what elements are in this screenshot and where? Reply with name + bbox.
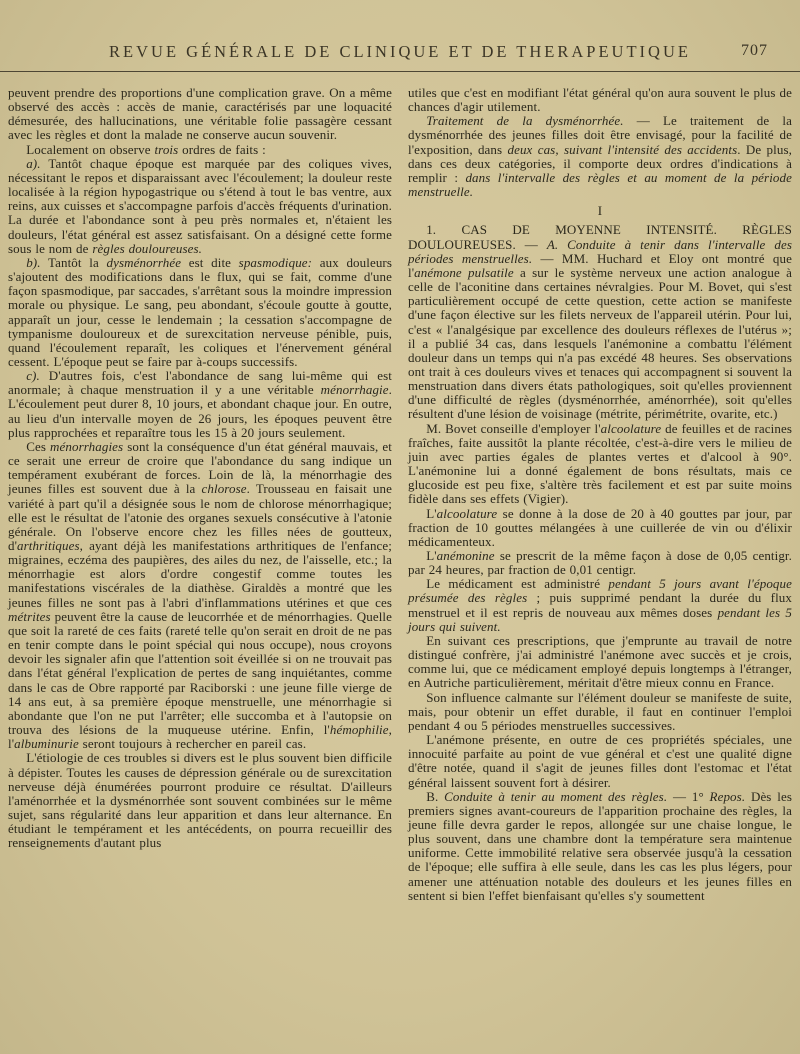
paragraph: L'anémone présente, en outre de ces propriétés spéciales, une innocuité parfaite au point de vue général et c'est une qualité digne d'être notée, quand il s'agit de jeunes filles dont l'estomac et l'état général laissent souvent fort à désirer.	[408, 732, 792, 790]
paragraph: Localement on observe trois ordres de faits :	[26, 141, 266, 157]
journal-title: REVUE GÉNÉRALE DE CLINIQUE ET DE THERAPEUTIQUE	[109, 42, 691, 61]
paragraph: utiles que c'est en modifiant l'état général qu'on aura souvent le plus de chances d'agir utilement.	[408, 85, 792, 115]
paragraph: M. Bovet conseille d'employer l'alcoolature de feuilles et de racines fraîches, faite aussitôt la plante récoltée, c'est-à-dire vers le milieu de juin avec parties égales de plantes vertes et d'alcool à 90°. L'anémonine lui a donné également de bons résultats, mais ce glucoside est peu fixe, s'altère très facilement et est par suite moins fidèle dans ses effets (Vigier).	[408, 420, 792, 507]
paragraph: En suivant ces prescriptions, que j'emprunte au travail de notre distingué confrère, j'ai administré l'anémone avec succès et je crois, comme lui, que ce médicament employé depuis longtemps à l'étranger, en Autriche particulièrement, méritait d'être mieux connu en France.	[408, 632, 792, 691]
header-rule	[0, 71, 800, 72]
column-right	[408, 86, 792, 1040]
paragraph: L'étiologie de ces troubles si divers est le plus souvent bien difficile à dépister. Toutes les causes de dépression générale ou de surexcitation nerveuse déjà énumérées pourront produire ce résultat. D'ailleurs l'aménorrhée et la dysménorrhée sont souvent combinées sur le même sujet, sans régularité dans leur apparition et dans leur alternance. En étudiant le tempérament et les antécédents, on pourra recueillir des renseignements d'autant plus	[8, 750, 392, 851]
paragraph: B. Conduite à tenir au moment des règles. — 1° Repos. Dès les premiers signes avant-coureurs de l'apparition prochaine des règles, la jeune fille devra garder le repos, allongée sur une chaise longue, le plus souvent, dans une chambre dont la température sera maintenue uniforme. Cette immobilité relative sera observée jusqu'à la cessation de l'époque; elle suffira à elle seule, dans les cas les plus légers, pour amener une atténuation notable des douleurs et les jeunes filles en sentent si bien l'effet bienfaisant qu'elles s'y soumettent	[408, 788, 792, 903]
paragraph: b). Tantôt la dysménorrhée est dite spasmodique: aux douleurs s'ajoutent des modifications dans le flux, qui se fait, comme d'une façon spasmodique, par saccades, s'arrêtant sous la moindre impression morale ou physique. Le sang, peu abondant, s'écoule goutte à goutte, apparaît un jour, cesse le lendemain ; la cessation s'accompagne de tympanisme douloureux et de surexcitation nerveuse pénible, puis, quand l'écoulement reparaît, les coliques et l'énervement général cessent. L'époque peut se faire par à-coups successifs.	[8, 254, 393, 369]
paragraph: a). Tantôt chaque époque est marquée par des coliques vives, nécessitant le repos et disparaissant avec l'écoulement; la douleur reste localisée à la région hypogastrique ou s'étend à tout le bas ventre, aux reins, aux cuisses et s'accompagne parfois d'accès fréquents d'urination. La durée et l'abondance sont à peu près normales et, n'étaient les douleurs, l'état général est assez satisfaisant. On a désigné cette forme sous le nom de règles douloureuses.	[8, 155, 392, 256]
text-columns	[0, 72, 800, 1040]
paragraph: Son influence calmante sur l'élément douleur se manifeste de suite, mais, pour obtenir un effet durable, il faut en continuer l'emploi pendant 4 ou 5 périodes menstruelles successives.	[408, 689, 792, 733]
paragraph: Traitement de la dysménorrhée. — Le traitement de la dysménorrhée des jeunes filles doit être envisagé, pour la facilité de l'exposition, dans deux cas, suivant l'intensité des accidents. De plus, dans ces deux catégories, il comporte deux ordres d'indications à remplir : dans l'intervalle des règles et au moment de la période menstruelle.	[408, 113, 792, 200]
page-number: 707	[741, 42, 768, 59]
page-header	[0, 0, 800, 72]
paragraph: 1. CAS DE MOYENNE INTENSITÉ. RÈGLES DOULOUREUSES. — A. Conduite à tenir dans l'intervalle des périodes menstruelles. — MM. Huchard et Eloy ont montré que l'anémone pulsatile a sur le système nerveux une action analogue à celle de l'aconitine dans certaines névralgies. Pour M. Bovet, qui s'est particulièrement occupé de cette question, cette action se manifeste d'une façon élective sur les filets nerveux de l'appareil utérin. Pour lui, c'est « l'analgésique par excellence des douleurs réflexes de l'utérus »; il a publié 34 cas, dans lesquels l'anémonine a combattu l'élément douleur dans un temps qui n'a pas excédé 48 heures. Ses observations ont trait à ces douleurs vives et tenaces qui accompagnent si souvent la menstruation dans divers états pathologiques, soit qu'elles proviennent d'une difficulté de règles (dysménorrhée, aménorrhée), soit qu'elles résultent d'une lésion de voisinage (métrite, périmétrite, ovarite, etc.)	[408, 222, 792, 422]
column-left	[8, 86, 392, 1040]
paragraph: c). D'autres fois, c'est l'abondance de sang lui-même qui est anormale; à chaque menstruation il y a une véritable ménorrhagie. L'écoulement peut durer 8, 10 jours, et abondant chaque jour. En outre, au lieu d'un intervalle moyen de 26 jours, les époques peuvent être plus rapprochées et reparaître tous les 15 à 20 jours seulement.	[8, 368, 392, 440]
paragraph: Ces ménorrhagies sont la conséquence d'un état général mauvais, et ce serait une erreur de croire que l'abondance du sang indique un tempérament exubérant de forces. Loin de là, la ménorrhagie des jeunes filles est souvent due à la chlorose. Trousseau en faisait une variété à part qu'il a désignée sous le nom de chlorose ménorrhagique; elle est le résultat de l'atonie des organes sexuels consécutive à l'atonie générale. On l'observe encore chez les filles nées de goutteux, d'arthritiques, ayant déjà les manifestations arthritiques de l'enfance; migraines, eczéma des paupières, des ailes du nez, de l'aisselle, etc.; la ménorrhagie est alors d'ordre congestif comme toutes les manifestations viscérales de la diathèse. Giraldès a montré que les jeunes filles ne sont pas à l'abri d'inflammations utérines et que ces métrites peuvent être la cause de leucorrhée et de ménorrhagies. Quelle que soit la rareté de ces faits (rareté telle qu'on serait en droit de ne pas en tenir compte dans le point spécial qui nous occupe), nous croyons devoir les signaler afin que l'attention soit éveillée si on ne trouvait pas dans l'état général l'explication de pertes de sang inquiétantes, comme dans le cas de Obre rapporté par Raciborski : une jeune fille vierge de 14 ans eut, à sa première époque menstruelle, une ménorrhagie si abondante que l'on ne put l'arrêter; elle succomba et à l'autopsie on trouva des lésions de la muqueuse utérine. Enfin, l'hémophilie, l'albuminurie seront toujours à rechercher en pareil cas.	[8, 438, 392, 752]
paragraph: I	[597, 203, 603, 219]
paragraph: L'alcoolature se donne à la dose de 20 à 40 gouttes par jour, par fraction de 10 gouttes mélangées à une cuillerée de vin ou d'élixir médicamenteux.	[408, 505, 792, 549]
paragraph: Le médicament est administré pendant 5 jours avant l'époque présumée des règles ; puis supprimé pendant la durée du flux menstruel et il est repris de nouveau aux mêmes doses pendant les 5 jours qui suivent.	[408, 576, 792, 634]
paragraph: L'anémonine se prescrit de la même façon à dose de 0,05 centigr. par 24 heures, par fraction de 0,01 centigr.	[408, 548, 792, 578]
paragraph: peuvent prendre des proportions d'une complication grave. On a même observé des accès : accès de manie, caractérisés par une loquacité démesurée, des hallucinations, une véritable folie passagère cessant avec les règles et dont la malade ne conserve aucun souvenir.	[8, 85, 392, 143]
